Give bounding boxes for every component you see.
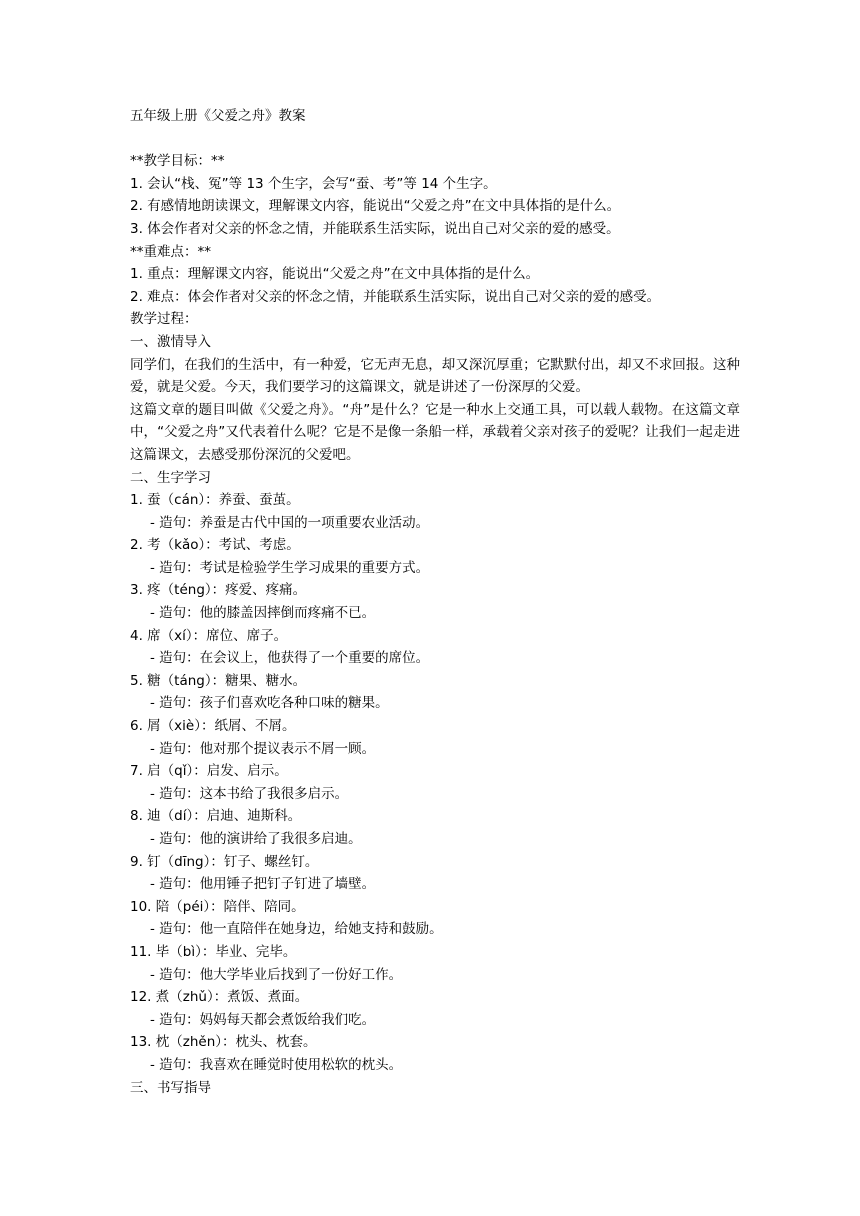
character-entry: 5. 糖（táng）：糖果、糖水。 — [130, 672, 307, 689]
example-sentence: - 造句：养蚕是古代中国的一项重要农业活动。 — [150, 514, 430, 531]
character-entry: 12. 煮（zhǔ）：煮饭、煮面。 — [130, 989, 309, 1006]
intro-paragraph: 这篇文章的题目叫做《父爱之舟》。“舟”是什么？它是一种水上交通工具，可以载人载物。在这篇文章中，“父爱之舟”又代表着什么呢？它是不是像一条船一样，承载着父亲对孩子的爱呢？让我们一起走进这篇课文，去感受那份深沉的父爱吧。 — [130, 401, 740, 463]
section-heading-characters: 二、生字学习 — [130, 469, 211, 486]
objective-item: 2. 有感情地朗读课文，理解课文内容，能说出“父爱之舟”在文中具体指的是什么。 — [130, 198, 621, 215]
character-entry: 8. 迪（dí）：启迪、迪斯科。 — [130, 808, 302, 825]
character-list — [130, 489, 740, 1076]
example-sentence: - 造句：考试是检验学生学习成果的重要方式。 — [150, 559, 430, 576]
character-entry: 7. 启（qǐ）：启发、启示。 — [130, 763, 288, 780]
example-sentence: - 造句：孩子们喜欢吃各种口味的糖果。 — [150, 695, 389, 712]
process-heading: 教学过程： — [130, 311, 198, 328]
character-entry: 10. 陪（péi）：陪伴、陪同。 — [130, 898, 305, 915]
character-entry: 4. 席（xí）：席位、席子。 — [130, 627, 288, 644]
section-heading-writing: 三、书写指导 — [130, 1079, 211, 1096]
character-entry: 3. 疼（téng）：疼爱、疼痛。 — [130, 582, 307, 599]
intro-paragraph: 同学们，在我们的生活中，有一种爱，它无声无息，却又深沉厚重；它默默付出，却又不求回报。这种爱，就是父爱。今天，我们要学习的这篇课文，就是讲述了一份深厚的父爱。 — [130, 356, 740, 396]
character-entry: 1. 蚕（cán）：养蚕、蚕茧。 — [130, 492, 300, 509]
document-page — [130, 105, 740, 1099]
keypoint-item: 2. 难点：体会作者对父亲的怀念之情，并能联系生活实际，说出自己对父亲的爱的感受。 — [130, 288, 661, 305]
example-sentence: - 造句：妈妈每天都会煮饭给我们吃。 — [150, 1011, 376, 1028]
example-sentence: - 造句：我喜欢在睡觉时使用松软的枕头。 — [150, 1056, 403, 1073]
character-entry: 13. 枕（zhěn）：枕头、枕套。 — [130, 1034, 317, 1051]
example-sentence: - 造句：这本书给了我很多启示。 — [150, 785, 349, 802]
character-entry: 11. 毕（bì）：毕业、完毕。 — [130, 943, 297, 960]
example-sentence: - 造句：他的膝盖因摔倒而疼痛不已。 — [150, 605, 376, 622]
example-sentence: - 造句：他用锤子把钉子钉进了墙壁。 — [150, 876, 376, 893]
document-title: 五年级上册《父爱之舟》教案 — [130, 108, 306, 124]
keypoints-heading: **重难点：** — [130, 243, 211, 260]
character-entry: 6. 屑（xiè）：纸屑、不屑。 — [130, 718, 296, 735]
objectives-heading: **教学目标：** — [130, 153, 225, 170]
objective-item: 1. 会认“栈、冤”等 13 个生字，会写“蚕、考”等 14 个生字。 — [130, 175, 497, 192]
character-entry: 2. 考（kǎo）：考试、考虑。 — [130, 537, 300, 554]
example-sentence: - 造句：他一直陪伴在她身边，给她支持和鼓励。 — [150, 921, 443, 938]
character-entry: 9. 钉（dīng）：钉子、螺丝钉。 — [130, 853, 319, 870]
objective-item: 3. 体会作者对父亲的怀念之情，并能联系生活实际，说出自己对父亲的爱的感受。 — [130, 220, 620, 237]
example-sentence: - 造句：他大学毕业后找到了一份好工作。 — [150, 966, 403, 983]
example-sentence: - 造句：他对那个提议表示不屑一顾。 — [150, 740, 376, 757]
example-sentence: - 造句：他的演讲给了我很多启迪。 — [150, 831, 362, 847]
keypoint-item: 1. 重点：理解课文内容，能说出“父爱之舟”在文中具体指的是什么。 — [130, 266, 540, 283]
section-heading-intro: 一、激情导入 — [130, 333, 211, 350]
example-sentence: - 造句：在会议上，他获得了一个重要的席位。 — [150, 650, 430, 667]
